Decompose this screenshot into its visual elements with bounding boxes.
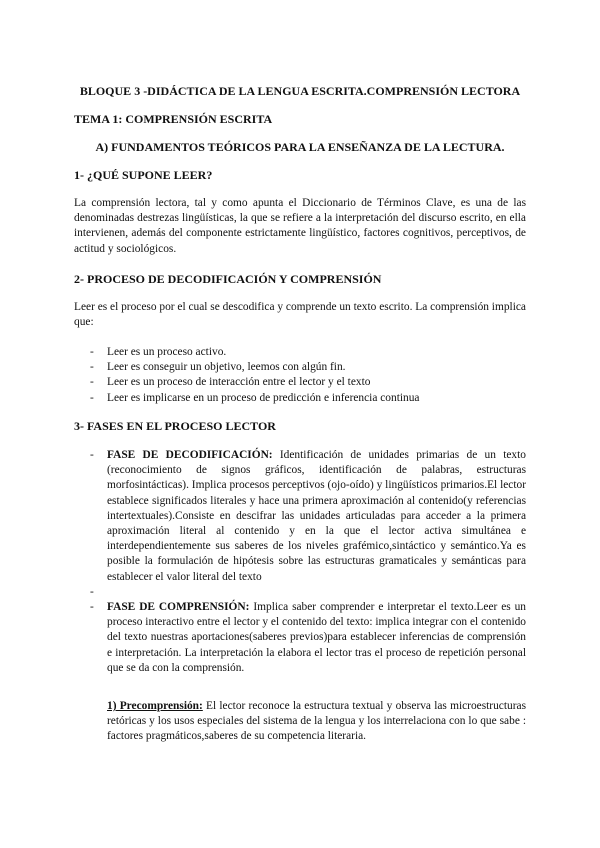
phase2-label: FASE DE COMPRENSIÓN: xyxy=(107,601,250,613)
sub1-text: El lector reconoce la estructura textual y observa las microestructuras retóricas y los usos especiales del sistema de la lengua y los interrelaciona con lo que sabe : factores pragmáticos,saberes de su competencia literaria. xyxy=(107,700,526,743)
phase1-text: Identificación de unidades primarias de un texto (reconocimiento de signos gráficos, identificación de palabras, estructuras morfosintácticas). Implica procesos perceptivos (ojo-oído) y lingüísticos primarios.El lector establece significados literales y hace una primera aproximación al contenido(y referencias intertextuales).Consiste en descifrar las unidades articuladas para acceder a la primera aproximación literal al contenido y en la que el lector activa simultánea e interdependientemente sus saberes de los niveles grafémico,sintáctico y semántico.Ya es posible la formulación de hipótesis sobre las estructuras gramaticales y semánticas para establecer el valor literal del texto xyxy=(107,449,526,583)
precomprension-paragraph xyxy=(107,699,526,745)
list-item: - Leer es un proceso activo. xyxy=(90,346,227,358)
tema-title: TEMA 1: COMPRENSIÓN ESCRITA xyxy=(74,112,273,126)
q3-phases-list xyxy=(74,448,526,676)
q2-heading: 2- PROCESO DE DECODIFICACIÓN Y COMPRENSIÓN xyxy=(74,272,382,286)
q2-intro: Leer es el proceso por el cual se descodifica y comprende un texto escrito. La comprensión implica que: xyxy=(74,301,526,329)
phase2-text: Implica saber comprender e interpretar el texto.Leer es un proceso interactivo entre el lector y el contenido del texto: implica integrar con el contenido del texto nuestras aportaciones(saberes previos)para establecer inferencias de comprensión e interpretación. La interpretación la elabora el lector tras el proceso de repetición personal que se da con la comprensión. xyxy=(107,601,527,674)
phase-decodificacion: - FASE DE DECODIFICACIÓN: Identificación de unidades primarias de un texto (reconocimiento de signos gráficos, identificación de palabras, estructuras morfosintácticas). Implica procesos perceptivos (ojo-oído) y lingüísticos primarios.El lector establece significados literales y hace una primera aproximación al contenido(y referencias intertextuales).Consiste en descifrar las unidades articuladas para acceder a la primera aproximación literal al contenido y en la que el lector activa simultánea e interdependientemente sus saberes de los niveles grafémico,sintáctico y semántico.Ya es posible la formulación de hipótesis sobre las estructuras gramaticales y semánticas para establecer el valor literal del texto xyxy=(90,449,526,583)
list-item: - Leer es implicarse en un proceso de predicción e inferencia continua xyxy=(90,391,420,404)
phase1-label: FASE DE DECODIFICACIÓN: xyxy=(107,449,273,461)
q1-heading: 1- ¿QUÉ SUPONE LEER? xyxy=(74,168,213,182)
list-item: - Leer es conseguir un objetivo, leemos con algún fin. xyxy=(90,361,346,374)
bloque-title: BLOQUE 3 -DIDÁCTICA DE LA LENGUA ESCRITA.COMPRENSIÓN LECTORA xyxy=(79,84,521,98)
list-item: - Leer es un proceso de interacción entre el lector y el texto xyxy=(90,376,371,389)
q3-heading: 3- FASES EN EL PROCESO LECTOR xyxy=(74,419,276,433)
q2-list xyxy=(74,345,526,406)
sub1-label: 1) Precomprensión: xyxy=(107,700,203,712)
q1-body: La comprensión lectora, tal y como apunta el Diccionario de Términos Clave, es una de las denominadas destrezas lingüísticas, la que se refiere a la interpretación del discurso escrito, en ella intervienen, además del componente estrictamente lingüístico, factores cognitivos, perceptivos, de actitud y sociológicos. xyxy=(74,197,526,255)
section-a-title: A) FUNDAMENTOS TEÓRICOS PARA LA ENSEÑANZA DE LA LECTURA. xyxy=(95,140,505,154)
phase-comprension: - FASE DE COMPRENSIÓN: Implica saber comprender e interpretar el texto.Leer es un proceso interactivo entre el lector y el contenido del texto: implica integrar con el contenido del texto nuestras aportaciones(saberes previos)para establecer inferencias de comprensión e interpretación. La interpretación la elabora el lector tras el proceso de repetición personal que se da con la comprensión. xyxy=(90,601,527,674)
empty-list-item: - xyxy=(90,586,94,598)
